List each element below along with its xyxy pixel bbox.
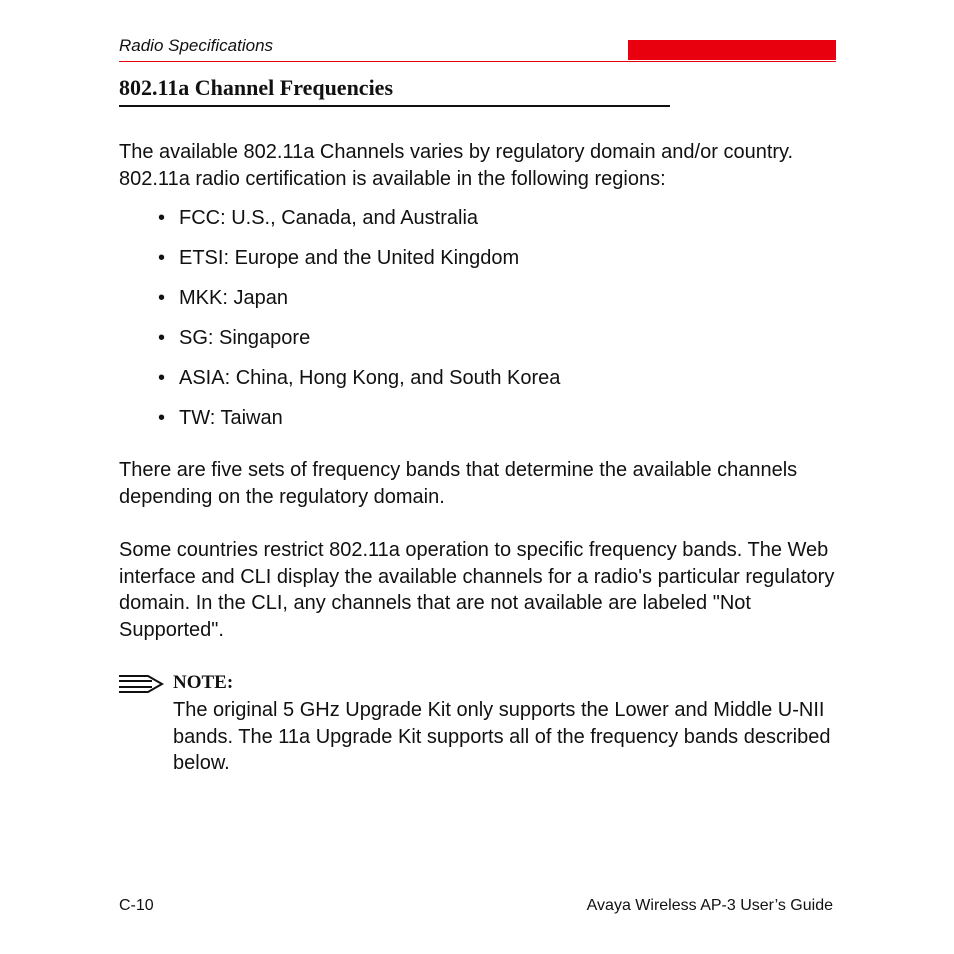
bullet-icon: • [158,287,166,309]
note-text: The original 5 GHz Upgrade Kit only supports the Lower and Middle U-NII bands. The 11a Upgrade Kit supports all of the frequency bands described below. [173,699,831,774]
header-rule [119,61,836,62]
page-number: C-10 [119,897,154,914]
bullet-icon: • [158,367,166,389]
title-underline [119,105,670,107]
bands-paragraph: There are five sets of frequency bands that determine the available channels depending on the regulatory domain. [119,459,798,508]
bullet-icon: • [158,247,166,269]
header-section-title: Radio Specifications [119,36,274,55]
section-title: 802.11a Channel Frequencies [119,75,394,100]
guide-title: Avaya Wireless AP-3 User’s Guide [586,897,833,914]
region-label: FCC: U.S., Canada, and Australia [179,207,479,229]
bullet-icon: • [158,207,166,229]
bullet-icon: • [158,327,166,349]
region-label: SG: Singapore [179,327,311,349]
region-label: MKK: Japan [179,287,288,309]
intro-paragraph: The available 802.11a Channels varies by regulatory domain and/or country. 802.11a radio certification is available in the following regions: [119,141,794,190]
region-label: ASIA: China, Hong Kong, and South Korea [179,367,561,389]
note-pointer-icon [118,673,166,695]
restriction-paragraph: Some countries restrict 802.11a operation to specific frequency bands. The Web interface and CLI display the available channels for a radio's particular regulatory domain. In the CLI, any channels that are not available are labeled "Not Supported". [119,539,835,641]
header-accent-bar [628,40,836,60]
region-label: TW: Taiwan [179,407,283,429]
note-label: NOTE: [173,672,234,693]
bullet-icon: • [158,407,166,429]
region-label: ETSI: Europe and the United Kingdom [179,247,520,269]
